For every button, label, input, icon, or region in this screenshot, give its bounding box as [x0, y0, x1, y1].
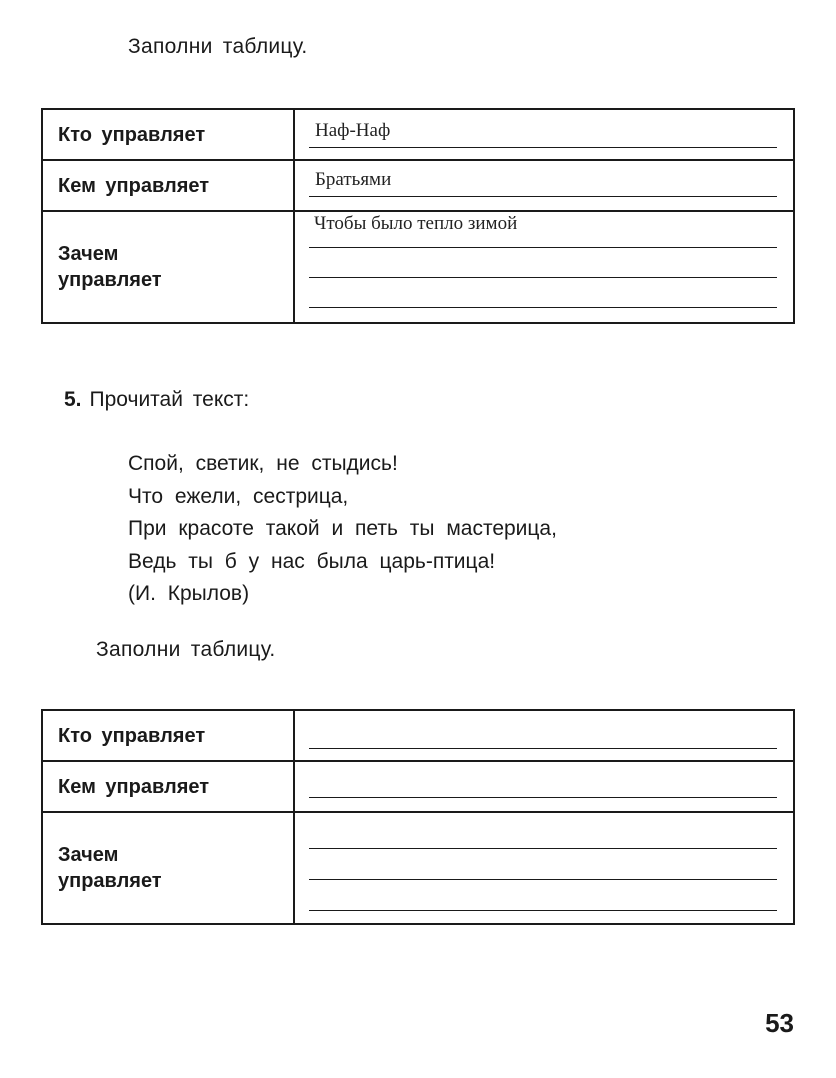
row-label-who: Кто управляет	[42, 109, 294, 160]
write-line	[309, 879, 777, 880]
answer-field-whom[interactable]	[294, 160, 794, 211]
write-line	[309, 147, 777, 148]
poem-line: Что ежели, сестрица,	[128, 484, 349, 508]
instruction-bottom: Заполни таблицу.	[96, 638, 276, 661]
answer-text-who: Наф-Наф	[315, 120, 391, 141]
write-line	[309, 247, 777, 248]
write-line	[309, 848, 777, 849]
table-row	[42, 211, 794, 323]
answer-field-why[interactable]	[294, 211, 794, 323]
answer-table-bottom	[41, 709, 795, 925]
task-title: Прочитай текст:	[89, 388, 250, 411]
answer-text-whom: Братьями	[315, 169, 392, 190]
write-line	[309, 277, 777, 278]
answer-text-why: Чтобы было тепло зимой	[314, 213, 518, 234]
row-label-whom: Кем управляет	[42, 160, 294, 211]
row-label-why: Зачем управляет	[42, 812, 294, 924]
answer-field-whom[interactable]	[294, 761, 794, 812]
poem-line: Ведь ты б у нас была царь-птица!	[128, 549, 496, 573]
row-label-whom: Кем управляет	[42, 761, 294, 812]
poem-line: Спой, светик, не стыдись!	[128, 452, 398, 475]
table-row	[42, 761, 794, 812]
row-label-why: Зачем управляет	[42, 211, 294, 323]
task-number: 5.	[64, 388, 82, 411]
table-row	[42, 812, 794, 924]
write-line	[309, 910, 777, 911]
write-line	[309, 748, 777, 749]
row-label-who: Кто управляет	[42, 710, 294, 761]
table-row	[42, 710, 794, 761]
table-row	[42, 109, 794, 160]
table-row	[42, 160, 794, 211]
answer-table-top	[41, 108, 795, 324]
poem-author: (И. Крылов)	[128, 582, 250, 605]
poem-line: При красоте такой и петь ты мастерица,	[128, 517, 557, 540]
page-number: 53	[765, 1008, 794, 1038]
poem	[128, 448, 557, 611]
write-line	[309, 307, 777, 308]
answer-field-who[interactable]	[294, 710, 794, 761]
answer-field-who[interactable]	[294, 109, 794, 160]
write-line	[309, 797, 777, 798]
instruction-top: Заполни таблицу.	[128, 35, 308, 58]
write-line	[309, 196, 777, 197]
answer-field-why[interactable]	[294, 812, 794, 924]
task-heading	[64, 388, 249, 412]
